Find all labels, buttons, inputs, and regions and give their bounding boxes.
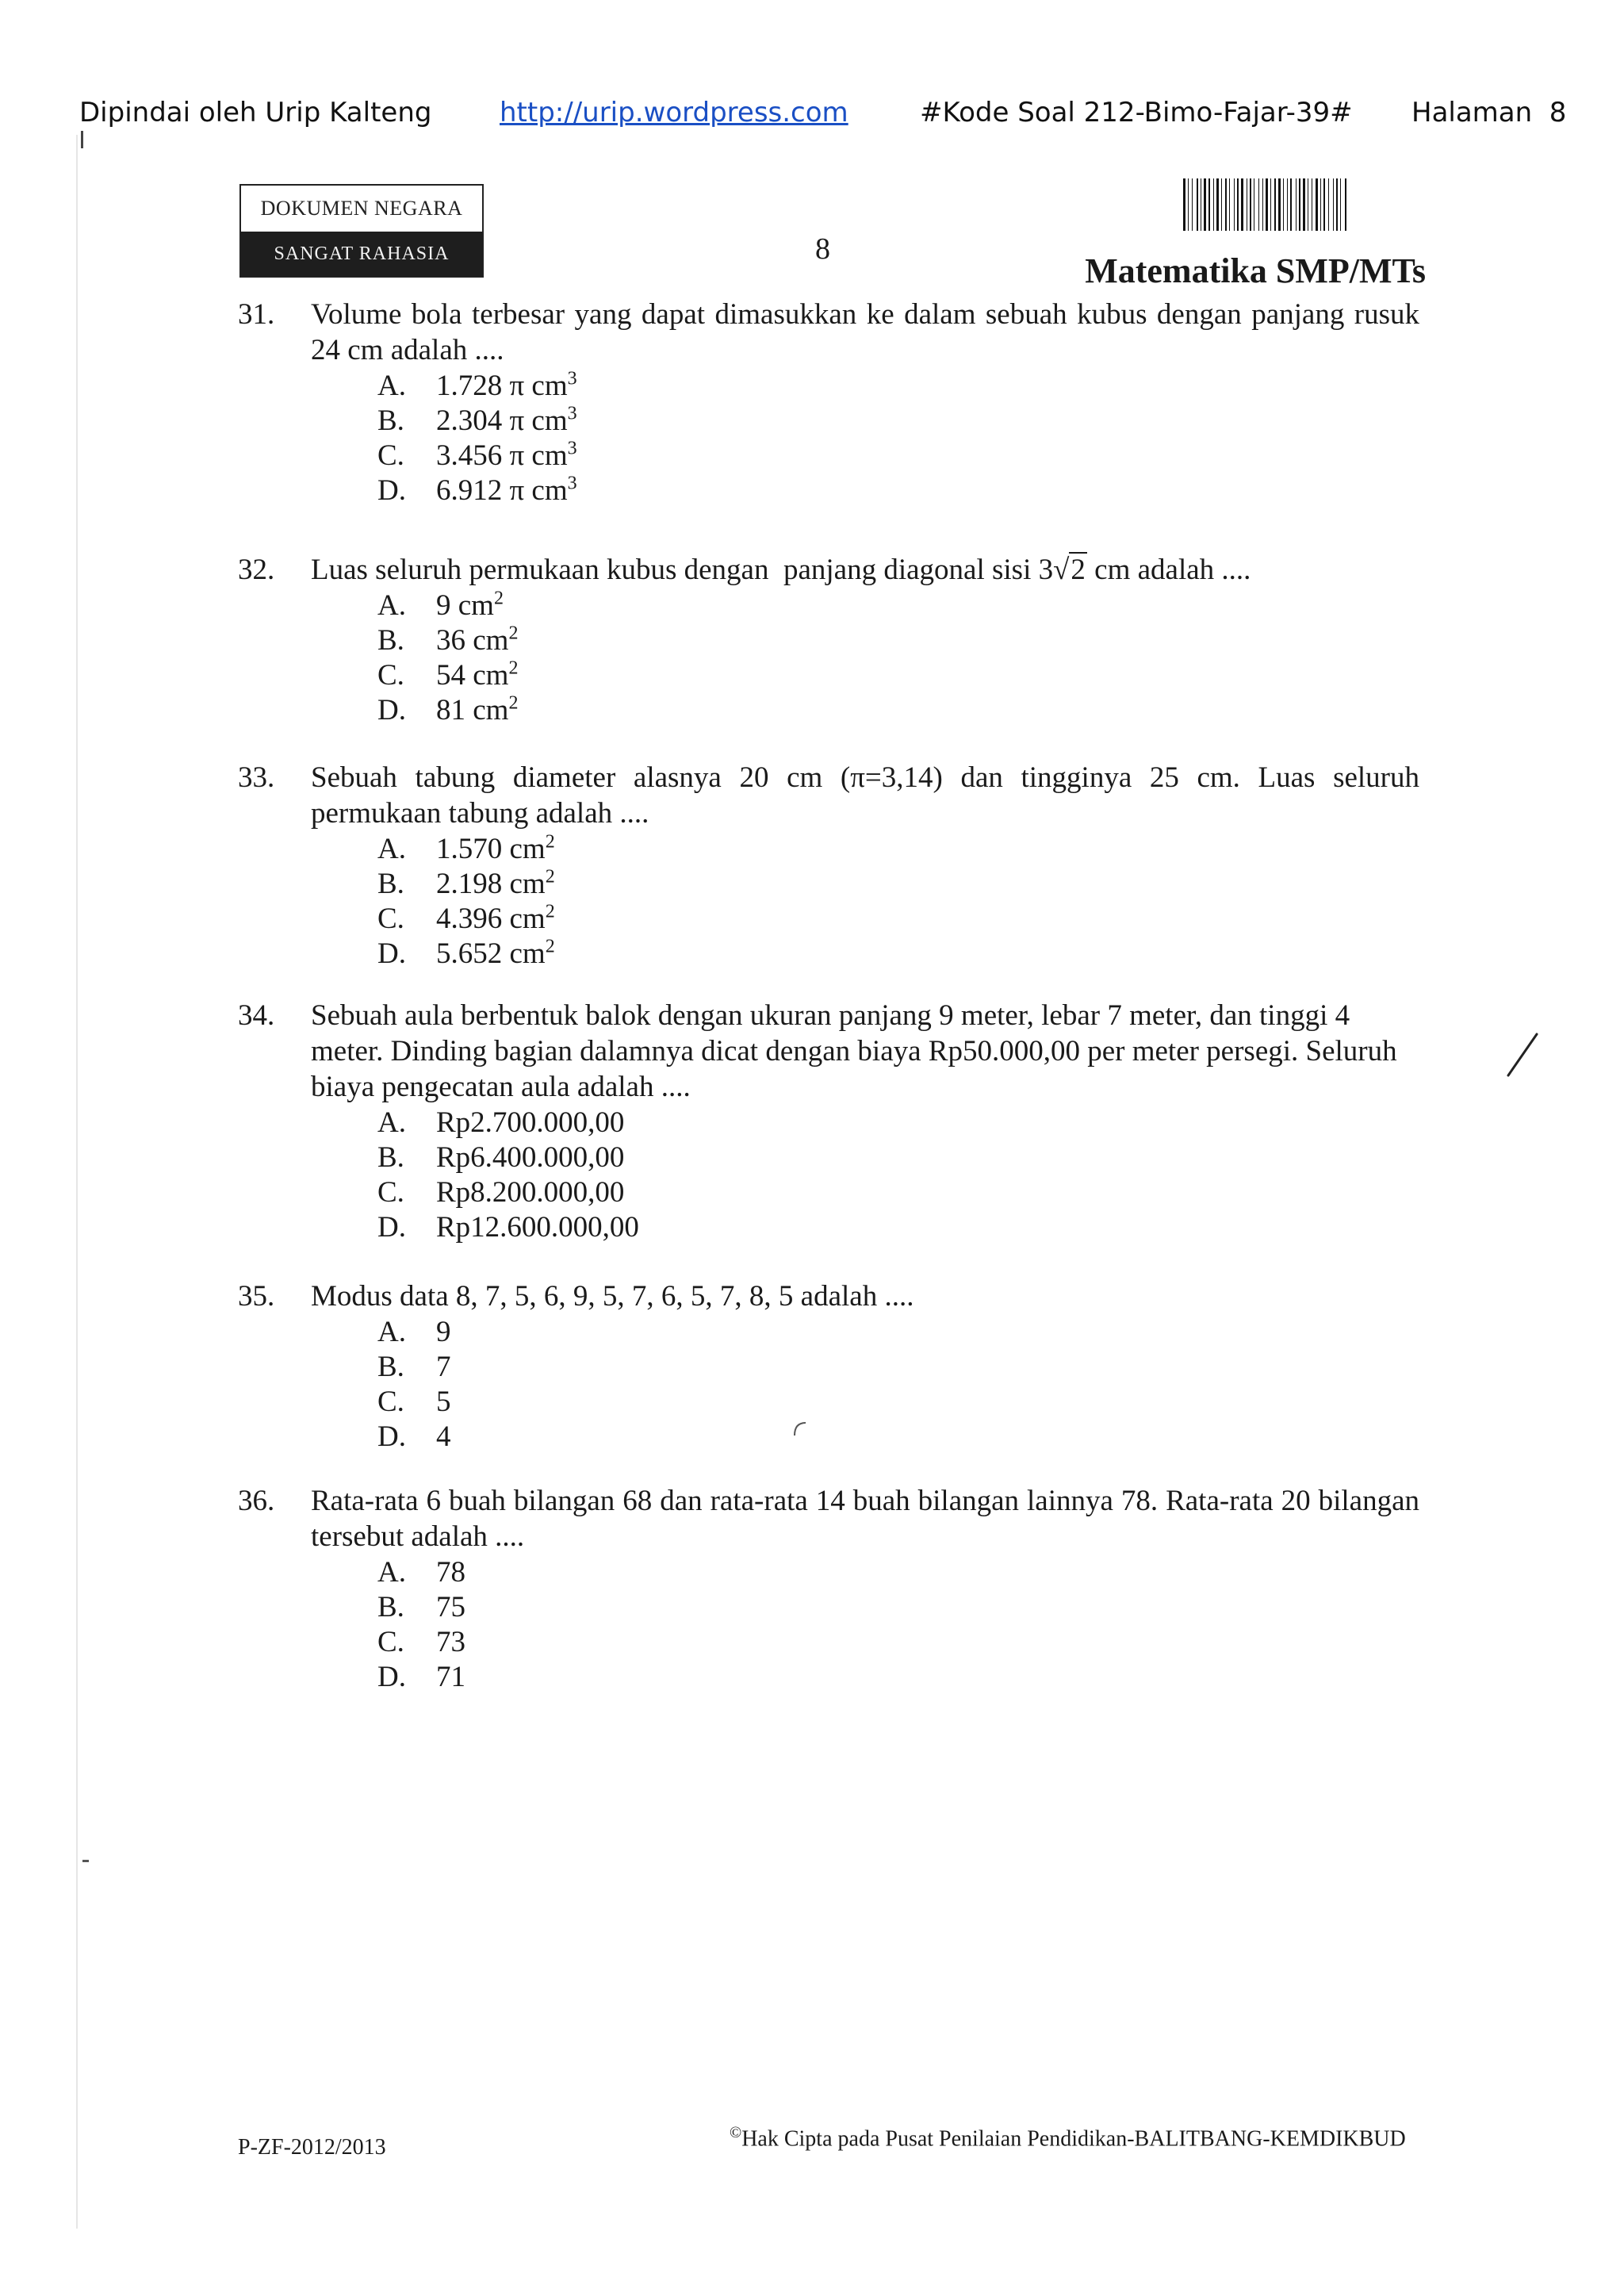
option-b: B. 7 (377, 1351, 451, 1383)
question-number: 33. (238, 761, 275, 794)
option-a: A. 78 (377, 1556, 465, 1589)
square-root-symbol: √2 (1053, 554, 1086, 586)
question-code-text: #Kode Soal 212-Bimo-Fajar-39# (920, 97, 1353, 128)
copyright-symbol: © (730, 2124, 742, 2141)
option-b: B. Rp6.400.000,00 (377, 1141, 625, 1174)
scan-margin-line (76, 135, 78, 2229)
page-number: 8 (815, 232, 830, 266)
question-text: Sebuah aula berbentuk balok dengan ukuran panjang 9 meter, lebar 7 meter, dan tinggi 4 meter. Dinding bagian dalamnya dicat dengan biaya Rp50.000,00 per meter persegi. Seluruh biaya pengecatan aula adalah .... (311, 999, 1397, 1103)
option-list (377, 1105, 1419, 1244)
option-d: D. Rp12.600.000,00 (377, 1211, 639, 1244)
footer-code: P-ZF-2012/2013 (238, 2135, 386, 2160)
option-d: D. 6.912 π $cm^3$ (377, 473, 577, 507)
option-c: C. Rp8.200.000,00 (377, 1176, 625, 1209)
footer-copyright: ©Hak Cipta pada Pusat Penilaian Pendidikan-BALITBANG-KEMDIKBUD (730, 2124, 1406, 2152)
doc-box-line1: DOKUMEN NEGARA (260, 197, 463, 220)
doc-box-line2: SANGAT RAHASIA (241, 232, 482, 276)
option-c: C. 73 (377, 1626, 465, 1658)
question-31 (238, 297, 1419, 508)
option-b: B. 75 (377, 1591, 465, 1623)
question-34 (238, 998, 1419, 1244)
option-a: A. 1.570 $cm^2$ (377, 831, 555, 865)
subject-title: Matematika SMP/MTs (1085, 251, 1426, 290)
scan-dash-mark (82, 1860, 89, 1862)
option-c: C. 54 $cm^2$ (377, 657, 519, 692)
question-33 (238, 760, 1419, 971)
question-text: Volume bola terbesar yang dapat dimasukkan ke dalam sebuah kubus dengan panjang rusuk 24 cm adalah .... (311, 298, 1419, 366)
pen-stroke-mark (1503, 1031, 1543, 1079)
question-35 (238, 1278, 1419, 1454)
option-c: C. 4.396 $cm^2$ (377, 901, 555, 935)
option-list (377, 1314, 1419, 1454)
question-text: Sebuah tabung diameter alasnya 20 cm (π=3,14) dan tingginya 25 cm. Luas seluruh permukaan tabung adalah .... (311, 761, 1419, 830)
option-a: A. 9 $cm^2$ (377, 588, 504, 622)
option-c: C. 3.456 π $cm^3$ (377, 438, 577, 472)
question-36 (238, 1483, 1419, 1694)
option-d: D. 71 (377, 1661, 465, 1693)
question-number: 31. (238, 298, 275, 331)
source-url-link[interactable]: http://urip.wordpress.com (500, 97, 848, 128)
option-list (377, 831, 1419, 971)
option-a: A. Rp2.700.000,00 (377, 1106, 625, 1139)
question-number: 32. (238, 554, 275, 586)
option-list (377, 588, 1419, 727)
option-b: B. 2.304 π $cm^3$ (377, 403, 577, 437)
page-label-text: Halaman 8 (1411, 97, 1567, 128)
option-c: C. 5 (377, 1386, 451, 1418)
scanned-by-text: Dipindai oleh Urip Kalteng (79, 97, 432, 128)
question-text: Rata-rata 6 buah bilangan 68 dan rata-rata 14 buah bilangan lainnya 78. Rata-rata 20 bilangan tersebut adalah .... (311, 1485, 1419, 1553)
barcode-image (1182, 178, 1427, 231)
option-d: D. 4 (377, 1420, 451, 1453)
option-list (377, 1554, 1419, 1694)
option-b: B. 36 $cm^2$ (377, 623, 519, 657)
question-text: Modus data 8, 7, 5, 6, 9, 5, 7, 6, 5, 7, 8, 5 adalah .... (311, 1280, 914, 1313)
question-number: 34. (238, 999, 275, 1032)
question-number: 35. (238, 1280, 275, 1313)
option-b: B. 2.198 $cm^2$ (377, 866, 555, 900)
question-number: 36. (238, 1485, 275, 1517)
scan-mark (81, 131, 83, 148)
scan-header (0, 97, 1624, 136)
question-text: Luas seluruh permukaan kubus dengan panjang diagonal sisi 3√2 cm adalah .... (311, 554, 1251, 586)
option-a: A. 1.728 π $cm^3$ (377, 368, 577, 402)
option-a: A. 9 (377, 1316, 451, 1348)
option-list (377, 368, 1419, 508)
document-classification-box (239, 184, 484, 278)
question-32 (238, 552, 1419, 727)
option-d: D. 5.652 $cm^2$ (377, 936, 555, 970)
pencil-tick-mark (790, 1420, 809, 1439)
option-d: D. 81 $cm^2$ (377, 692, 519, 726)
